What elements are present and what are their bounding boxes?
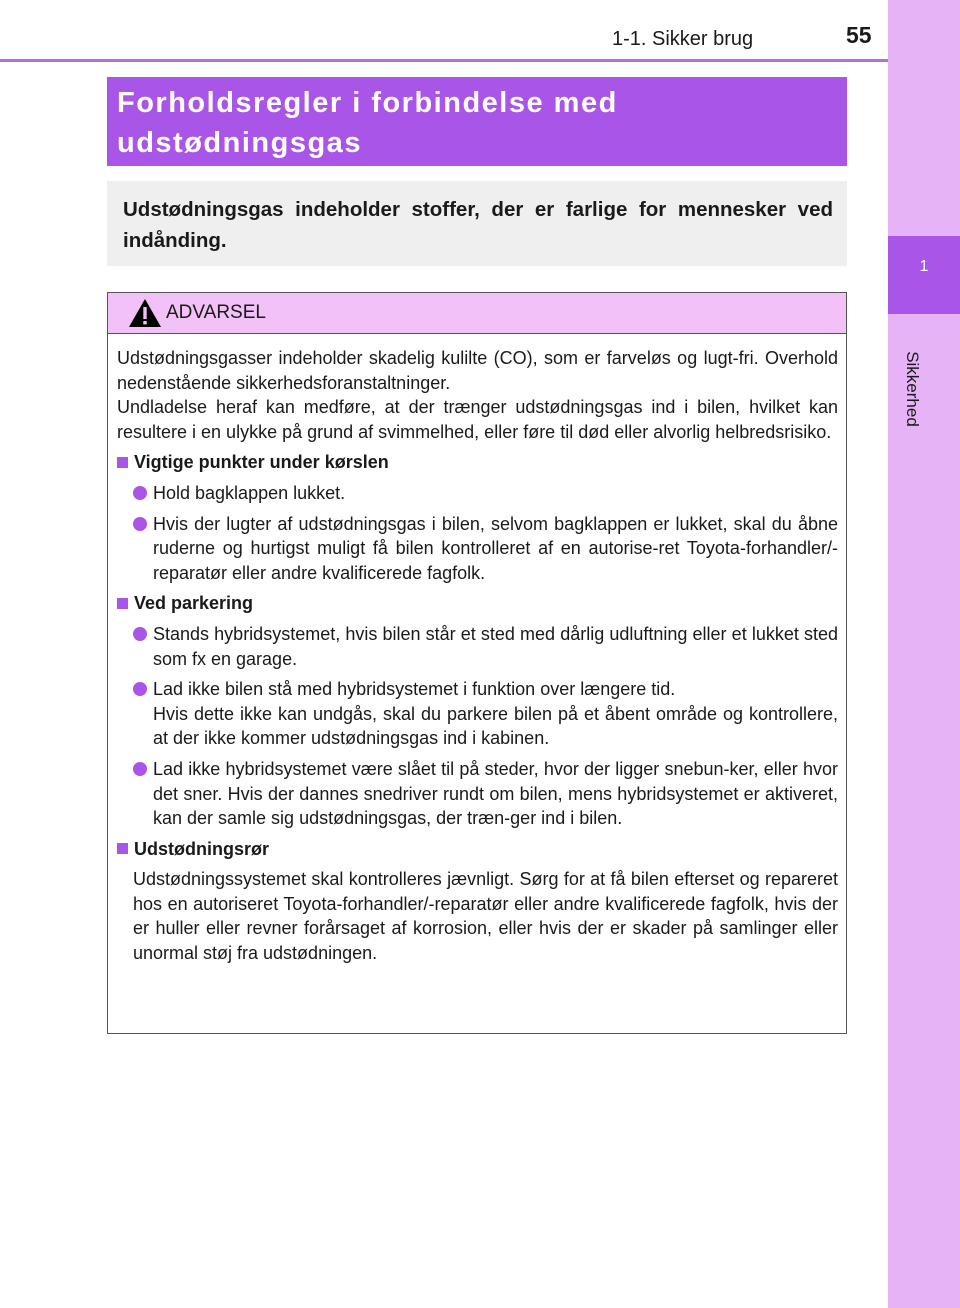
section-heading [117,837,838,862]
square-bullet-icon [117,598,128,609]
round-bullet-icon [133,682,147,696]
intro-box [107,181,847,266]
section-heading [117,591,838,616]
list-item-continuation: Hvis dette ikke kan undgås, skal du parkere bilen på et åbent område og kontrollere, at der ikke kommer udstødningsgas ind i kabinen. [153,703,838,749]
title-line-1: Forholdsregler i forbindelse med [117,87,618,119]
round-bullet-icon [133,627,147,641]
warning-paragraph-2: Undladelse heraf kan medføre, at der trænger udstødningsgas ind i bilen, hvilket kan resultere i en ulykke på grund af svimmelhed, eller føre til død eller alvorlig helbredsrisiko. [117,397,838,442]
round-bullet-icon [133,486,147,500]
warning-body [108,334,846,966]
intro-text: Udstødningsgas indeholder stoffer, der er farlige for mennesker ved indånding. [123,198,833,252]
title-line-2: udstødningsgas [117,127,362,159]
page-number: 55 [846,22,872,48]
side-strip [888,0,960,1308]
section-text: Udstødningssystemet skal kontrolleres jævnligt. Sørg for at få bilen efterset og repareret hos en autoriseret Toyota-forhandler/-reparatør eller andre kvalificerede fagfolk, hvis der er huller eller revner forårsaget af korrosion, eller hvis der er skader på samlinger eller unormal støj fra udstødningen. [133,869,838,964]
list-item [117,677,838,751]
header-rule [0,59,888,62]
list-item-text: Hold bagklappen lukket. [153,482,346,503]
list-item-text: Lad ikke bilen stå med hybridsystemet i funktion over længere tid. [153,679,676,700]
list-item-text: Stands hybridsystemet, hvis bilen står et sted med dårlig udluftning eller et lukket sted som fx en garage. [153,623,838,669]
round-bullet-icon [133,762,147,776]
section-heading-text: Udstødningsrør [134,838,269,859]
section-reference: 1-1. Sikker brug [612,28,754,50]
warning-title: ADVARSEL [166,302,266,323]
title-banner [107,77,847,166]
list-item [117,757,838,831]
chapter-label-text: Sikkerhed [903,351,923,427]
chapter-number: 1 [919,258,929,275]
list-item-text: Hvis der lugter af udstødningsgas i bilen, selvom bagklappen er lukket, skal du åbne ruderne og hurtigst muligt få bilen kontrolleret af en autorise-ret Toyota-forhandler/-reparatør eller andre kvalificerede fagfolk. [153,513,838,583]
list-item-text: Lad ikke hybridsystemet være slået til på steder, hvor der ligger snebun-ker, eller hvor det sner. Hvis der dannes snedriver rundt om bilen, mens hybridsystemet er aktiveret, kan der samle sig udstødningsgas, der træn-ger ind i bilen. [153,758,838,829]
warning-triangle-icon [128,298,162,328]
section-heading-text: Ved parkering [134,593,254,614]
list-item [117,481,838,506]
list-item [117,622,838,671]
round-bullet-icon [133,517,147,531]
list-item [117,512,838,586]
chapter-label [893,351,931,427]
warning-paragraph-1: Udstødningsgasser indeholder skadelig kulilte (CO), som er farveløs og lugt-fri. Overhold nedenstående sikkerhedsforanstaltninger. [117,348,838,393]
section-heading-text: Vigtige punkter under kørslen [134,452,389,473]
warning-header [108,293,846,334]
section-heading [117,450,838,475]
square-bullet-icon [117,843,128,854]
warning-box [107,292,847,1034]
square-bullet-icon [117,457,128,468]
